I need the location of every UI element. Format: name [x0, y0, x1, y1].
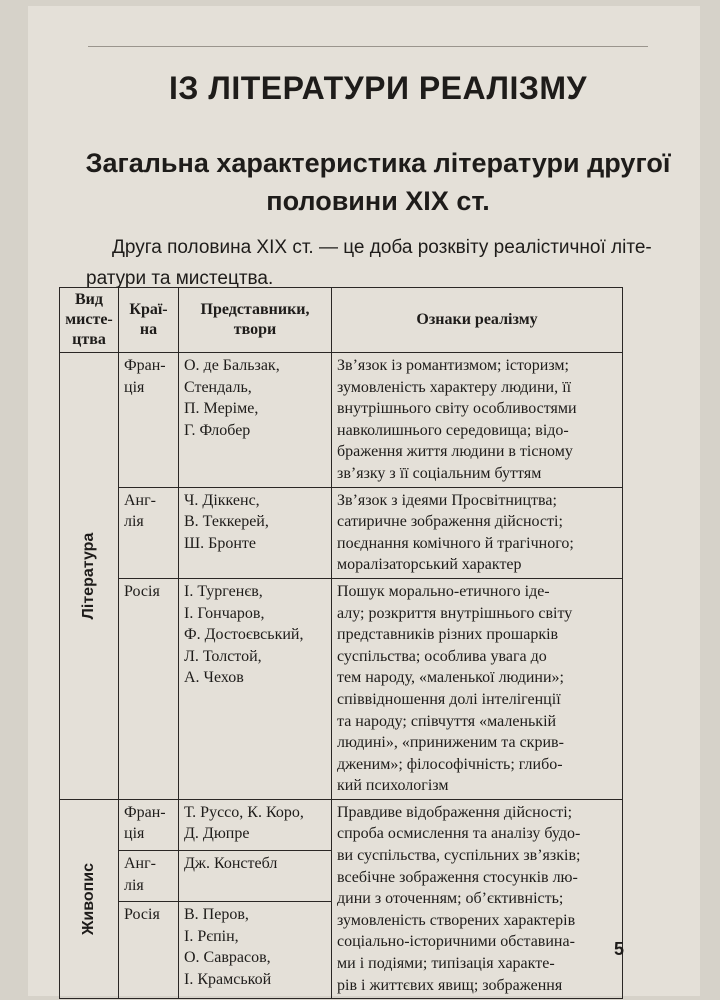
country-line: Росія — [124, 906, 160, 924]
rep-line: Ш. Бронте — [184, 534, 256, 552]
signs-line: зв’язку з її соціальним буттям — [337, 464, 542, 482]
kind-literature-label: Література — [80, 532, 98, 620]
country-line: Фран- — [124, 803, 166, 821]
signs-line: ви суспільства, суспільних зв’язків; — [337, 847, 581, 865]
table-row — [60, 353, 623, 488]
kind-literature — [60, 353, 119, 800]
signs-cell — [332, 487, 623, 578]
signs-line: кий психологізм — [337, 777, 449, 795]
header-country — [119, 288, 179, 353]
rep-line: Л. Толстой, — [184, 647, 262, 665]
representatives-cell — [179, 799, 332, 850]
header-kind-line: мисте- — [65, 311, 113, 328]
table-row — [60, 578, 623, 799]
signs-line: зумовленість характеру людини, її — [337, 378, 572, 396]
country-cell — [119, 487, 179, 578]
representatives-cell — [179, 851, 332, 902]
header-rule — [88, 46, 648, 47]
representatives-cell — [179, 902, 332, 999]
signs-line: дини з оточенням; об’єктивність; — [337, 890, 564, 908]
country-line: Фран- — [124, 357, 166, 374]
header-kind-line: Вид — [75, 291, 103, 308]
country-cell — [119, 578, 179, 799]
signs-line: алу; розкриття внутрішнього світу — [337, 604, 573, 622]
signs-cell — [332, 353, 623, 488]
signs-line: тем народу, «маленької людини»; — [337, 669, 564, 687]
rep-line: О. де Бальзак, — [184, 357, 280, 374]
header-country-line: на — [139, 321, 158, 338]
country-line: Анг- — [124, 855, 157, 873]
signs-line: браження життя людини в тісному — [337, 443, 573, 461]
signs-line: всебічне зображення стосунків лю- — [337, 868, 578, 886]
chapter-title-line: Загальна характеристика літератури другої — [85, 148, 671, 178]
intro-line: Друга половина XIX ст. — це доба розквіту реалістичної літе- — [112, 237, 652, 258]
representatives-cell — [179, 578, 332, 799]
table-row — [60, 487, 623, 578]
signs-line: та народу; співчуття «маленькій — [337, 712, 557, 730]
signs-line: дженим»; філософічність; глибо- — [337, 755, 563, 773]
header-reps-line: Представники, — [200, 301, 310, 318]
signs-line: поєднання комічного й трагічного; — [337, 534, 574, 552]
header-signs: Ознаки реалізму — [332, 288, 623, 353]
table-row — [60, 799, 623, 850]
signs-line: представників різних прошарків — [337, 626, 559, 644]
rep-line: П. Меріме, — [184, 400, 259, 418]
rep-line: Ф. Достоєвський, — [184, 626, 304, 644]
chapter-title-line: половини XIX ст. — [266, 186, 490, 216]
chapter-title — [48, 144, 708, 220]
representatives-cell — [179, 487, 332, 578]
signs-line: Зв’язок із романтизмом; історизм; — [337, 357, 569, 374]
rep-line: Дж. Констебл — [184, 855, 278, 873]
rep-line: І. Гончаров, — [184, 604, 265, 622]
header-kind — [60, 288, 119, 353]
rep-line: І. Тургенєв, — [184, 582, 263, 600]
signs-line: ми і подіями; типізація характе- — [337, 955, 555, 973]
rep-line: В. Перов, — [184, 906, 249, 924]
signs-line: навколишнього середовища; відо- — [337, 421, 569, 439]
signs-line: спроба осмислення та аналізу будо- — [337, 825, 581, 843]
rep-line: Д. Дюпре — [184, 825, 250, 843]
table-header-row — [60, 288, 623, 353]
rep-line: Г. Флобер — [184, 421, 251, 439]
rep-line: Ч. Діккенс, — [184, 491, 260, 509]
rep-line: Т. Руссо, К. Коро, — [184, 803, 304, 821]
rep-line: В. Теккерей, — [184, 513, 269, 531]
page-number: 5 — [613, 939, 624, 959]
country-line: Росія — [124, 582, 160, 600]
signs-line: сатиричне зображення дійсності; — [337, 513, 563, 531]
signs-cell — [332, 799, 623, 998]
intro-line: ратури та мистецтва. — [86, 268, 274, 289]
rep-line: І. Крамськой — [184, 970, 272, 988]
header-country-line: Краї- — [129, 301, 168, 318]
header-reps-line: твори — [233, 321, 277, 338]
section-title: ІЗ ЛІТЕРАТУРИ РЕАЛІЗМУ — [169, 70, 587, 106]
country-line: ція — [124, 825, 145, 843]
country-line: лія — [124, 876, 144, 894]
rep-line: А. Чехов — [184, 669, 244, 687]
signs-line: суспільства; особлива увага до — [337, 647, 547, 665]
signs-line: Зв’язок з ідеями Просвітництва; — [337, 491, 557, 509]
kind-painting — [60, 799, 119, 998]
country-line: Анг- — [124, 491, 157, 509]
signs-line: рів і життєвих явищ; зображення — [337, 976, 563, 994]
rep-line: О. Саврасов, — [184, 949, 271, 967]
country-line: ція — [124, 378, 145, 396]
representatives-cell — [179, 353, 332, 488]
signs-line: внутрішнього світу особливостями — [337, 400, 577, 418]
country-cell — [119, 902, 179, 999]
realism-table — [59, 287, 623, 999]
rep-line: Стендаль, — [184, 378, 252, 396]
header-representatives — [179, 288, 332, 353]
signs-line: зумовленість створених характерів — [337, 911, 576, 929]
signs-line: співвідношення долі інтелігенції — [337, 690, 561, 708]
signs-line: Пошук морально-етичного іде- — [337, 582, 550, 600]
header-kind-line: цтва — [72, 331, 106, 348]
signs-line: людині», «приниженим та скрив- — [337, 734, 564, 752]
intro-paragraph — [86, 232, 656, 294]
country-cell — [119, 353, 179, 488]
country-cell — [119, 851, 179, 902]
rep-line: І. Рєпін, — [184, 927, 239, 945]
country-line: лія — [124, 513, 144, 531]
kind-painting-label: Живопис — [80, 863, 98, 936]
signs-line: Правдиве відображення дійсності; — [337, 803, 573, 821]
signs-line: соціально-історичними обставина- — [337, 933, 575, 951]
country-cell — [119, 799, 179, 850]
signs-cell — [332, 578, 623, 799]
signs-line: моралізаторський характер — [337, 556, 522, 574]
